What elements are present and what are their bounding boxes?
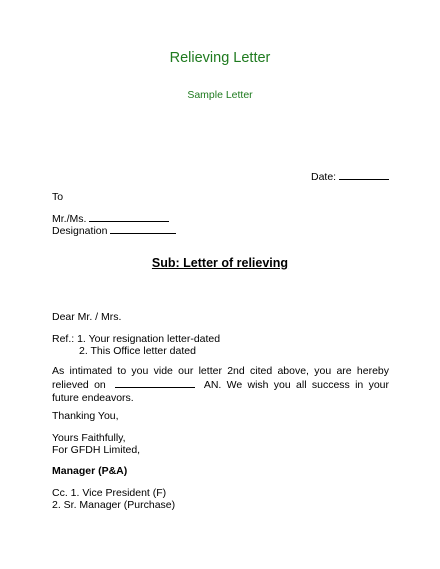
body-paragraph — [52, 365, 389, 405]
body-text-part2: AN. We wish you all success in your future endeavors. — [52, 379, 389, 404]
date-blank — [339, 170, 389, 180]
document-title: Relieving Letter — [169, 50, 271, 66]
thanking-line: Thanking You, — [52, 410, 119, 422]
designation-line — [52, 224, 176, 237]
designation-blank — [110, 224, 176, 234]
reference-line-1: Ref.: 1. Your resignation letter-dated — [52, 333, 221, 345]
cc-line-2: 2. Sr. Manager (Purchase) — [52, 499, 176, 511]
relieving-date-blank — [115, 378, 195, 388]
name-blank — [89, 212, 169, 222]
date-line — [311, 170, 389, 183]
company-line: For GFDH Limited, — [52, 444, 141, 456]
salutation: Dear Mr. / Mrs. — [52, 311, 122, 323]
date-label: Date: — [311, 171, 337, 183]
reference-line-2: 2. This Office letter dated — [79, 345, 196, 357]
closing-line: Yours Faithfully, — [52, 432, 126, 444]
subject-line — [0, 256, 440, 270]
name-label: Mr./Ms. — [52, 213, 87, 225]
designation-label: Designation — [52, 225, 108, 237]
signatory-title: Manager (P&A) — [52, 465, 128, 477]
cc-line-1: Cc. 1. Vice President (F) — [52, 487, 167, 499]
body-text-part1: As intimated to you vide our letter 2nd cited above, you are hereby relieved on — [52, 365, 389, 391]
subject-text: Sub: Letter of relieving — [151, 256, 289, 270]
to-label: To — [52, 191, 64, 203]
document-subtitle: Sample Letter — [187, 89, 253, 101]
